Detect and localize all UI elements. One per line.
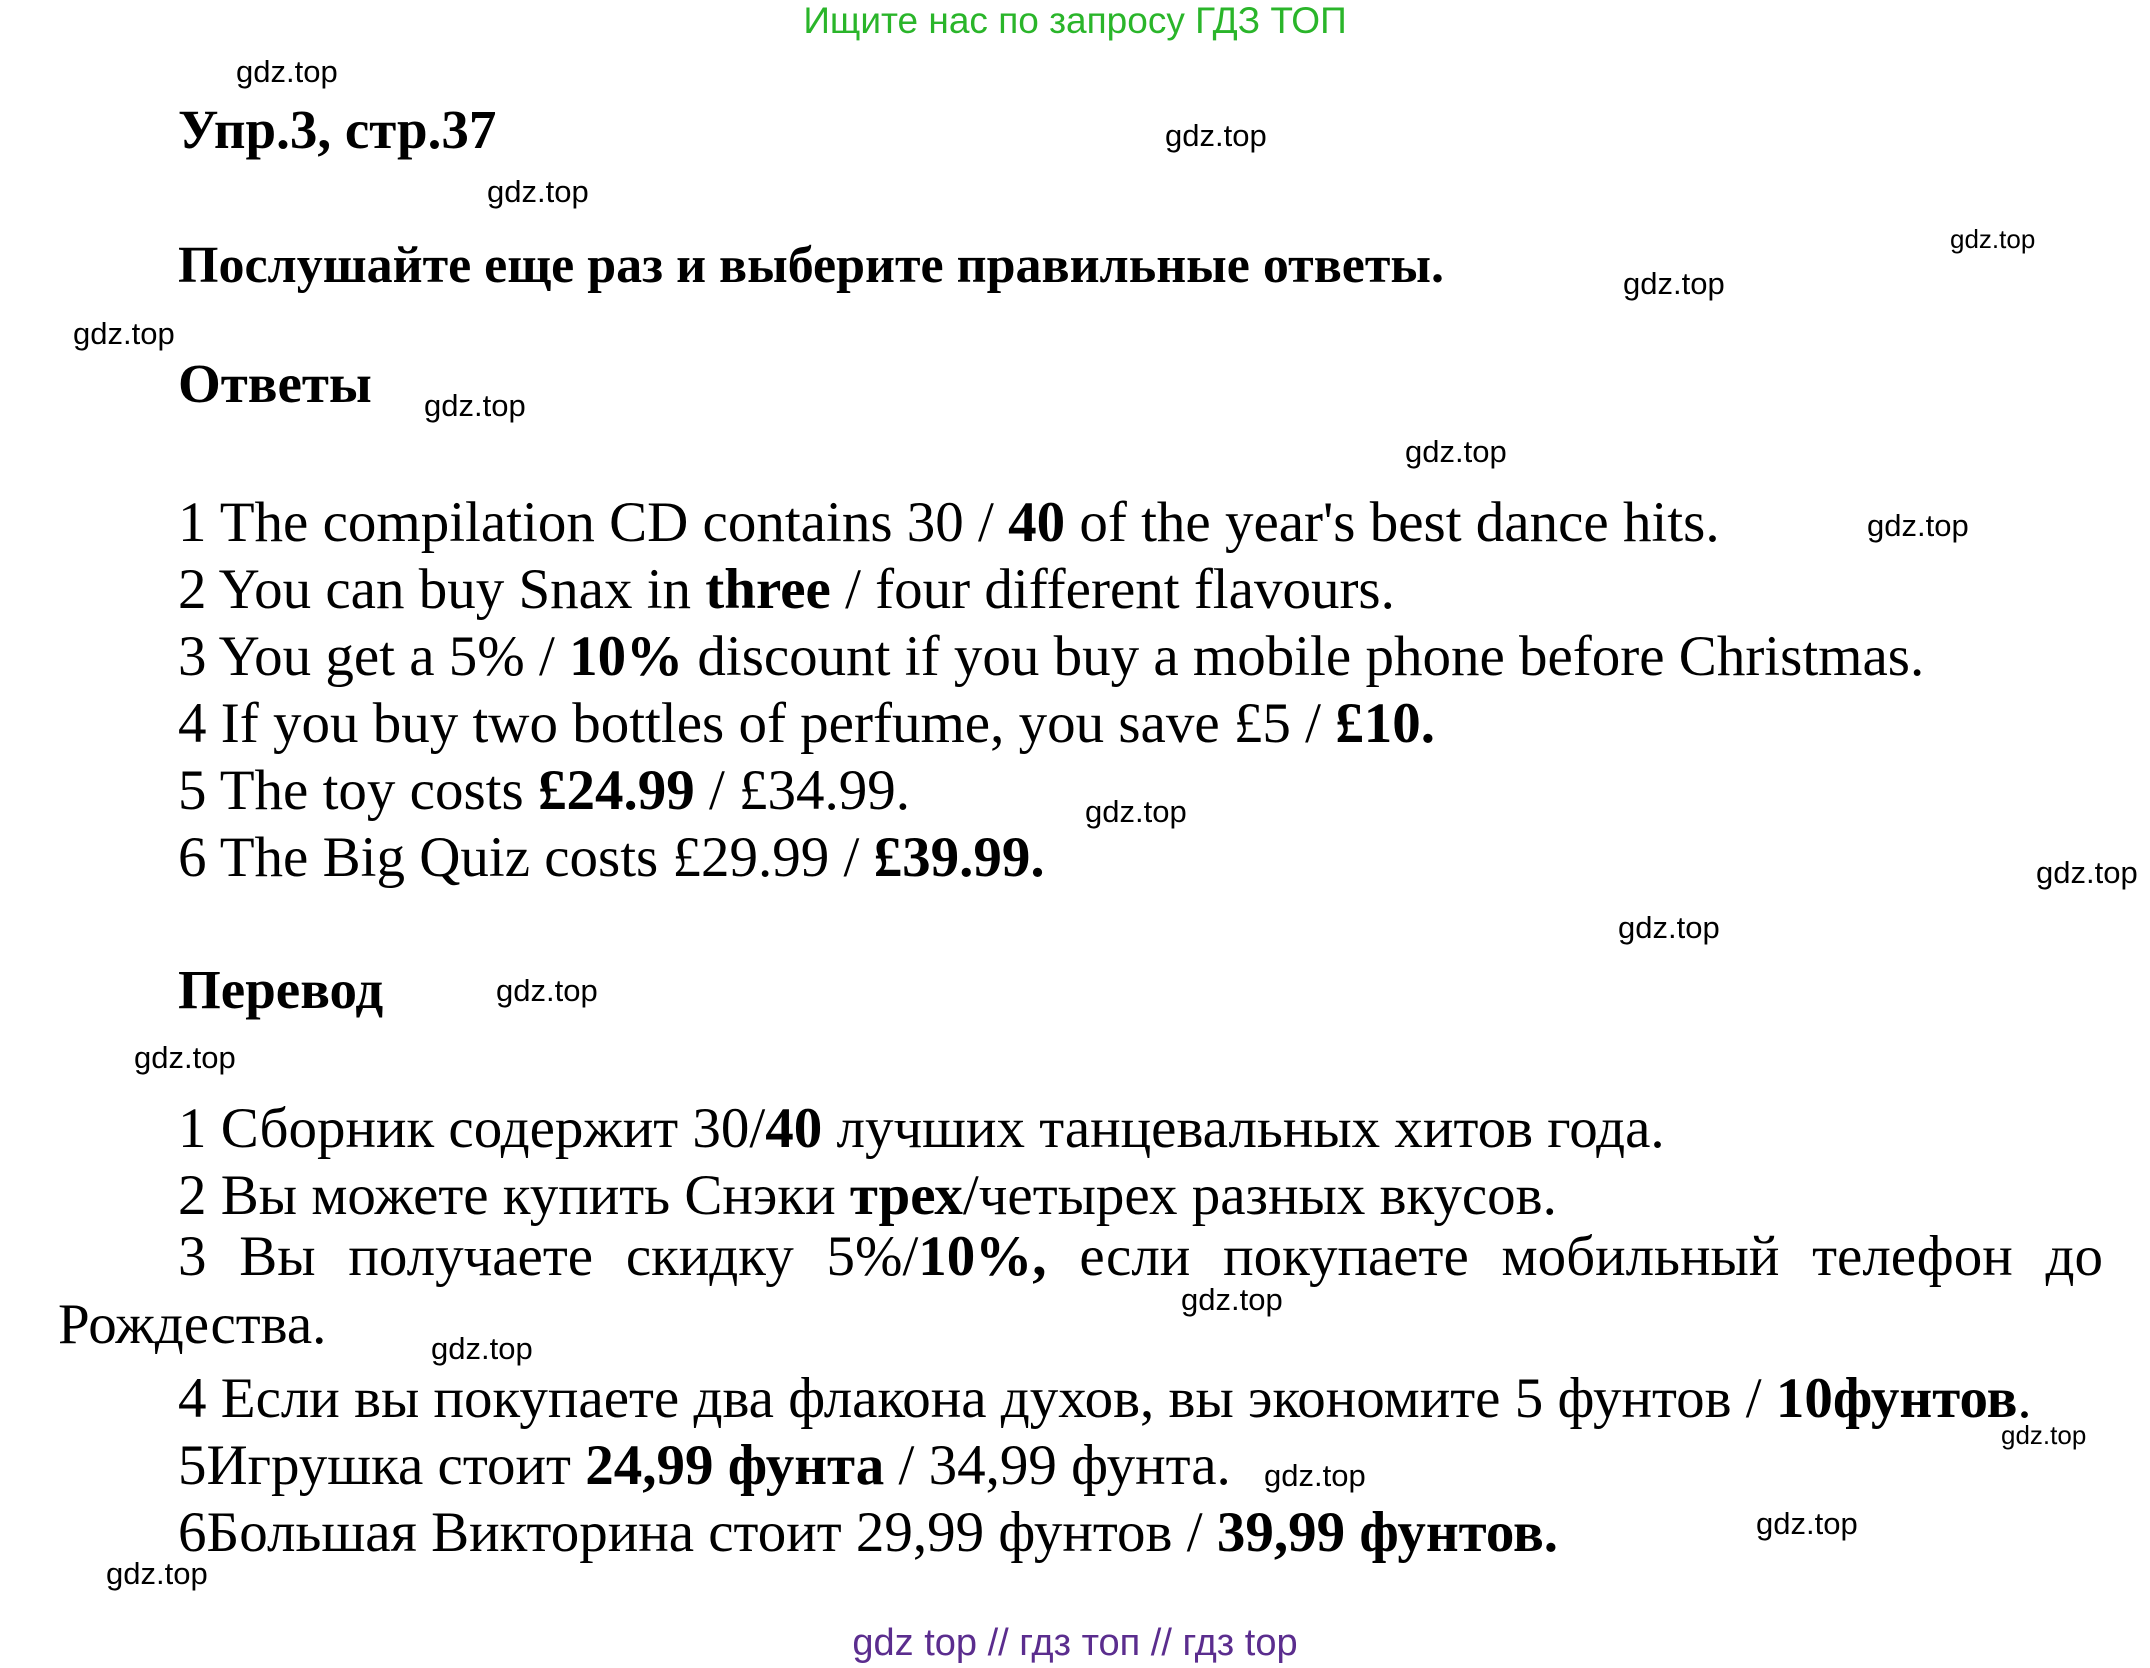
watermark: gdz.top bbox=[1085, 794, 1187, 829]
watermark: gdz.top bbox=[1618, 910, 1720, 945]
watermark: gdz.top bbox=[236, 54, 338, 89]
exercise-title: Упр.3, стр.37 bbox=[178, 99, 497, 160]
answers-heading: Ответы bbox=[178, 353, 372, 414]
answer-line-2: 2 You can buy Snax in three / four different flavours. bbox=[178, 558, 1395, 621]
watermark: gdz.top bbox=[2036, 855, 2138, 890]
translation-line-6: 6Большая Викторина стоит 29,99 фунтов / 39,99 фунтов. bbox=[178, 1501, 1559, 1564]
watermark: gdz.top bbox=[1405, 434, 1507, 469]
answer-line-4: 4 If you buy two bottles of perfume, you save £5 / £10. bbox=[178, 692, 1435, 755]
translation-line-2: 2 Вы можете купить Снэки трех/четырех разных вкусов. bbox=[178, 1164, 1557, 1227]
watermark: gdz.top bbox=[1165, 118, 1267, 153]
answer-line-1: 1 The compilation CD contains 30 / 40 of the year's best dance hits. bbox=[178, 491, 1720, 554]
watermark: gdz.top bbox=[106, 1556, 208, 1591]
watermark: gdz.top bbox=[1756, 1506, 1858, 1541]
watermark: gdz.top bbox=[2001, 1420, 2087, 1450]
watermark: gdz.top bbox=[1264, 1458, 1366, 1493]
answer-line-3: 3 You get a 5% / 10% discount if you buy a mobile phone before Christmas. bbox=[178, 625, 1925, 688]
footer-links[interactable]: gdz top // гдз топ // гдз top bbox=[852, 1622, 1298, 1664]
watermark: gdz.top bbox=[73, 316, 175, 351]
watermark: gdz.top bbox=[134, 1040, 236, 1075]
watermark: gdz.top bbox=[1181, 1282, 1283, 1317]
answer-line-6: 6 The Big Quiz costs £29.99 / £39.99. bbox=[178, 826, 1045, 889]
translation-line-3: 3 Вы получаете скидку 5%/10%, если покупаете мобильный телефон до Рождества. bbox=[58, 1225, 2104, 1356]
answer-line-5: 5 The toy costs £24.99 / £34.99. bbox=[178, 759, 911, 822]
task-instruction: Послушайте еще раз и выберите правильные ответы. bbox=[178, 237, 1445, 294]
watermark: gdz.top bbox=[424, 388, 526, 423]
watermark: gdz.top bbox=[1950, 224, 2036, 254]
translation-line-4: 4 Если вы покупаете два флакона духов, вы экономите 5 фунтов / 10фунтов. bbox=[178, 1367, 2032, 1430]
translation-heading: Перевод bbox=[178, 959, 384, 1020]
watermark: gdz.top bbox=[496, 973, 598, 1008]
translation-line-5: 5Игрушка стоит 24,99 фунта / 34,99 фунта. bbox=[178, 1434, 1231, 1497]
watermark: gdz.top bbox=[1867, 508, 1969, 543]
search-banner: Ищите нас по запросу ГДЗ ТОП bbox=[803, 0, 1347, 41]
watermark: gdz.top bbox=[487, 174, 589, 209]
watermark: gdz.top bbox=[431, 1331, 533, 1366]
watermark: gdz.top bbox=[1623, 266, 1725, 301]
translation-line-1: 1 Сборник содержит 30/40 лучших танцевальных хитов года. bbox=[178, 1097, 1665, 1160]
